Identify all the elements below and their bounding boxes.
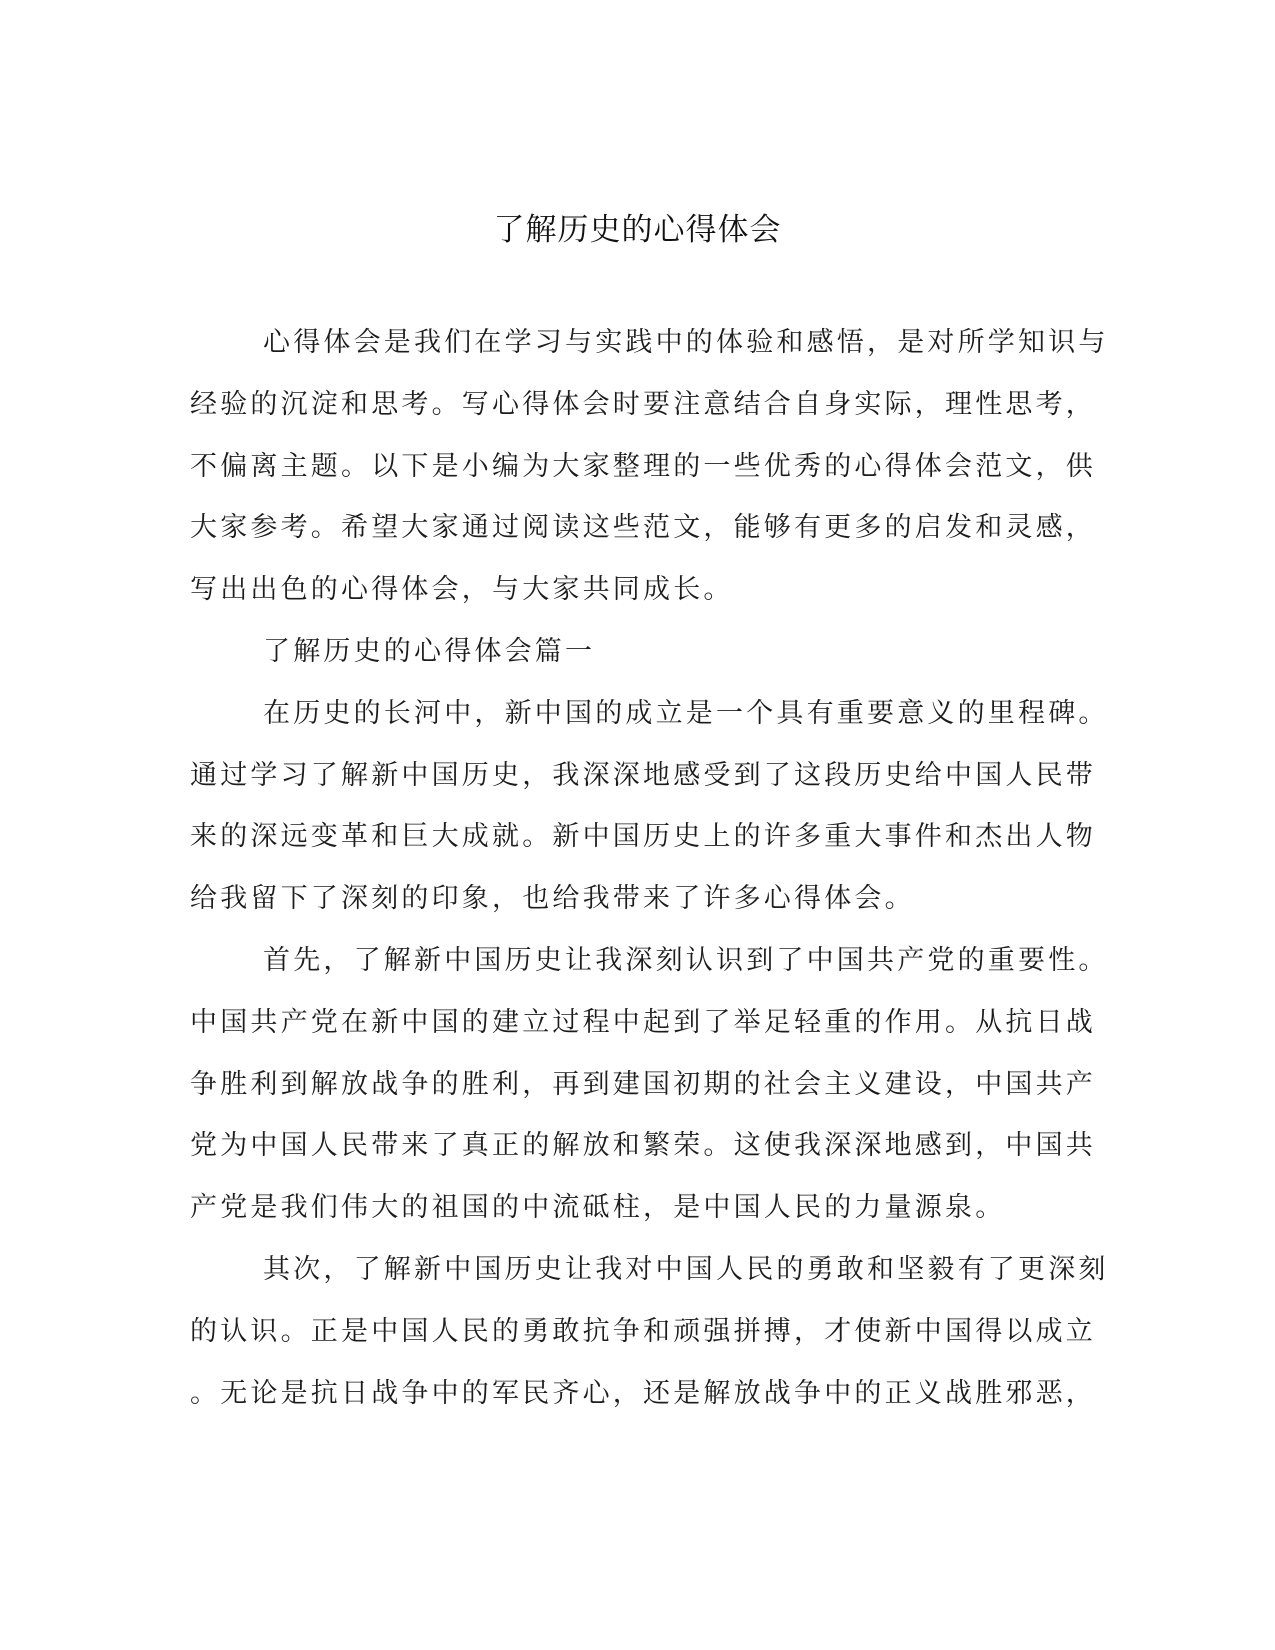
document-title: 了解历史的心得体会 [493, 212, 782, 248]
document-body [190, 327, 1109, 1440]
paragraph-line: 大家参考。希望大家通过阅读这些范文，能够有更多的启发和灵感， [190, 512, 1096, 544]
paragraph-line: 的认识。正是中国人民的勇敢抗争和顽强拼搏，才使新中国得以成立 [190, 1315, 1096, 1347]
paragraph-line: 首先，了解新中国历史让我深刻认识到了中国共产党的重要性。 [263, 944, 1109, 976]
section-heading: 了解历史的心得体会篇一 [263, 635, 596, 667]
paragraph-line: 不偏离主题。以下是小编为大家整理的一些优秀的心得体会范文，供 [190, 450, 1096, 482]
paragraph-line: 来的深远变革和巨大成就。新中国历史上的许多重大事件和杰出人物 [190, 821, 1096, 853]
paragraph-line: 中国共产党在新中国的建立过程中起到了举足轻重的作用。从抗日战 [190, 1006, 1096, 1038]
paragraph-line: 给我留下了深刻的印象，也给我带来了许多心得体会。 [190, 883, 915, 915]
paragraph-line: 经验的沉淀和思考。写心得体会时要注意结合自身实际，理性思考， [190, 388, 1096, 420]
paragraph-line: 心得体会是我们在学习与实践中的体验和感悟，是对所学知识与 [263, 327, 1109, 358]
paragraph-line: 。无论是抗日战争中的军民齐心，还是解放战争中的正义战胜邪恶， [190, 1377, 1096, 1409]
paragraph-line: 通过学习了解新中国历史，我深深地感受到了这段历史给中国人民带 [190, 759, 1096, 791]
paragraph-line: 争胜利到解放战争的胜利，再到建国初期的社会主义建设，中国共产 [190, 1068, 1096, 1100]
paragraph-line: 其次，了解新中国历史让我对中国人民的勇敢和坚毅有了更深刻 [263, 1253, 1109, 1285]
paragraph-line: 党为中国人民带来了真正的解放和繁荣。这使我深深地感到，中国共 [190, 1130, 1096, 1162]
paragraph-line: 在历史的长河中，新中国的成立是一个具有重要意义的里程碑。 [263, 697, 1109, 729]
paragraph-line: 产党是我们伟大的祖国的中流砥柱，是中国人民的力量源泉。 [190, 1192, 1006, 1224]
paragraph-line: 写出出色的心得体会，与大家共同成长。 [190, 574, 734, 606]
